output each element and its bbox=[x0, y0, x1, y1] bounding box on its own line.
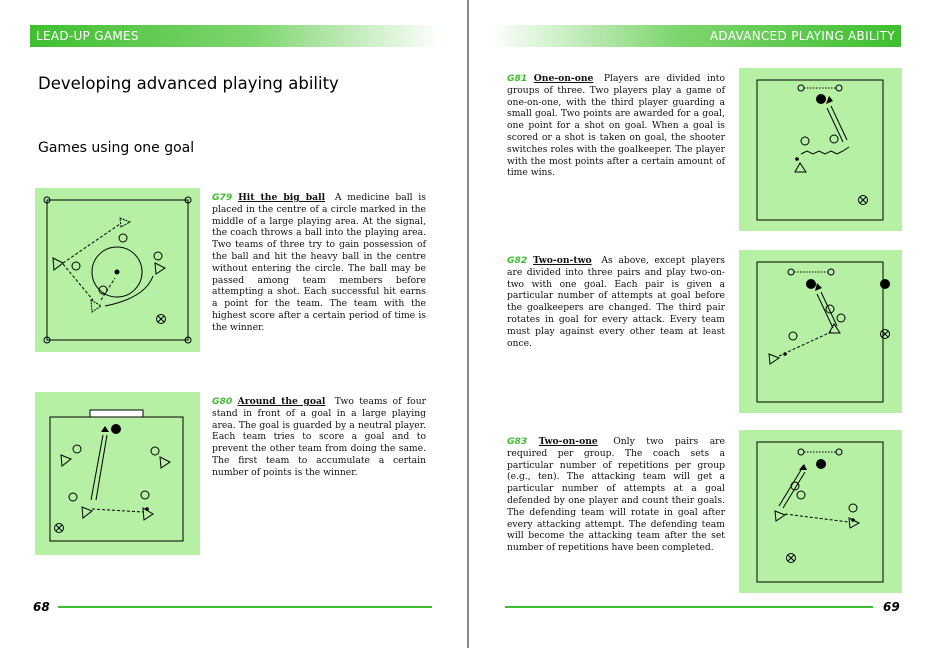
game-g82 bbox=[507, 255, 725, 349]
footer-rule-right bbox=[505, 606, 873, 608]
header-band-lead-up-games: LEAD-UP GAMES bbox=[30, 25, 441, 47]
diagram-g83 bbox=[739, 430, 902, 593]
header-band-advanced-playing-ability: ADAVANCED PLAYING ABILITY bbox=[490, 25, 901, 47]
game-code-g80: G80 bbox=[212, 396, 233, 407]
footer-rule-left bbox=[58, 606, 432, 608]
game-title-g83: Two-on-one bbox=[538, 436, 598, 447]
page-number-69: 69 bbox=[883, 600, 900, 614]
game-code-g83: G83 bbox=[507, 436, 528, 447]
game-description-g80: Two teams of four stand in front of a goal in a large playing area. The goal is guarded by a neutral player. Each team tries to score a goal and to prevent the other team from doing the same. The first team to accumulate a certain number of points is the winner. bbox=[212, 396, 427, 478]
game-description-g82: As above, except players are divided into three pairs and play two-on-two with one goal. Each pair is given a particular number of attempts at goal before the goalkeepers are changed. The third pair rotates in goal for every attack. Every team must play against every other team at least once. bbox=[507, 255, 726, 349]
game-description-g79: A medicine ball is placed in the centre of a circle marked in the middle of a large playing area. At the signal, the coach throws a ball into the playing area. Two teams of three try to gain possession of the ball and hit the heavy ball in the centre without entering the circle. The ball may be passed among team members before attempting a shot. Each successful hit earns a point for the team. The team with the highest score after a certain period of time is the winner. bbox=[212, 192, 427, 333]
section-title: Games using one goal bbox=[38, 140, 195, 156]
diagram-g80 bbox=[35, 392, 200, 555]
page-number-68: 68 bbox=[33, 600, 50, 614]
game-title-g81: One-on-one bbox=[533, 73, 594, 84]
game-description-g83: Only two pairs are required per group. The coach sets a particular number of repetitions per group (e.g., ten). The attacking team will get a particular number of attempts at a goal defended by one player and count their goals. The defending team will rotate in goal after every attacking attempt. The defending team will become the attacking team after the set number of repetitions have been completed. bbox=[507, 436, 725, 554]
game-code-g82: G82 bbox=[507, 255, 528, 266]
diagram-g81 bbox=[739, 68, 902, 231]
game-title-g79: Hit the big ball bbox=[238, 192, 326, 203]
diagram-g82 bbox=[739, 250, 902, 413]
right-page bbox=[469, 0, 937, 648]
game-title-g82: Two-on-two bbox=[533, 255, 592, 266]
game-g83 bbox=[507, 436, 725, 554]
game-title-g80: Around the goal bbox=[237, 396, 326, 407]
game-g80 bbox=[212, 396, 426, 479]
game-g79 bbox=[212, 192, 426, 334]
game-g81 bbox=[507, 73, 725, 179]
game-code-g81: G81 bbox=[507, 73, 528, 84]
game-description-g81: Players are divided into groups of three. Two players play a game of one-on-one, with the third player guarding a small goal. Two points are awarded for a goal, one point for a shot on goal. When a goal is scored or a shot is taken on goal, the shooter switches roles with the goalkeeper. The player with the most points after a certain amount of time wins. bbox=[507, 73, 725, 179]
chapter-title: Developing advanced playing ability bbox=[38, 74, 339, 93]
game-code-g79: G79 bbox=[212, 192, 233, 203]
diagram-g79 bbox=[35, 188, 200, 352]
left-page bbox=[0, 0, 468, 648]
